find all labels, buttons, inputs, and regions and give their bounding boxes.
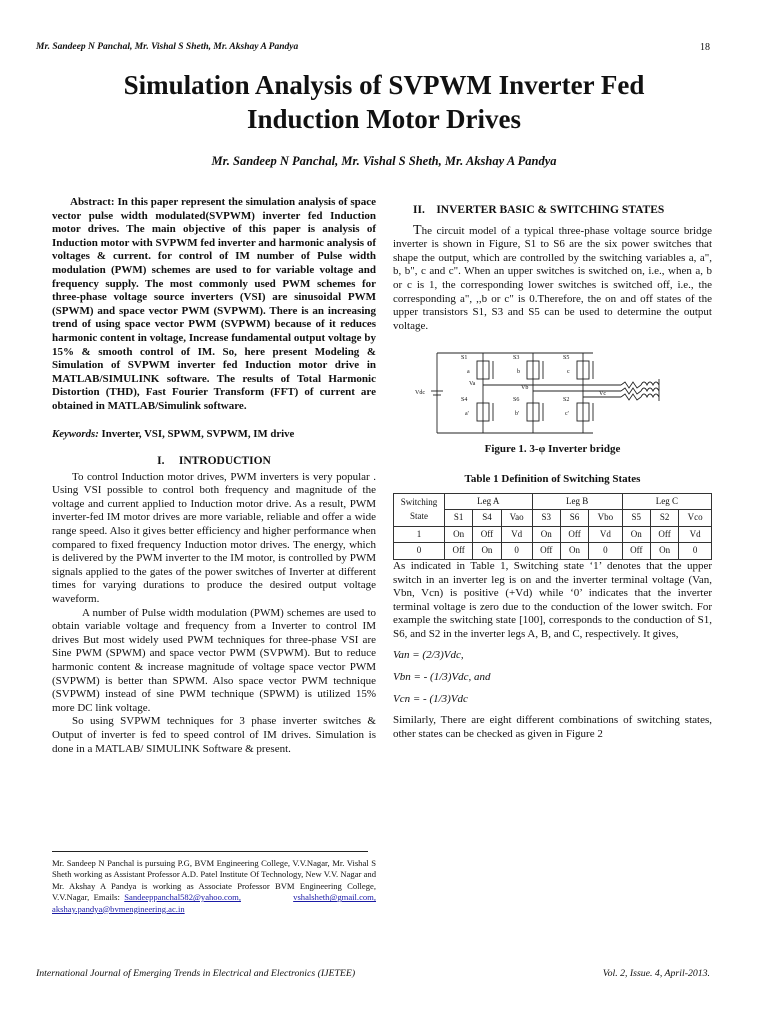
section-2-paragraph-3: Similarly, There are eight different combinations of switching states, other states can be checked as given in Figure 2	[393, 714, 712, 740]
abstract: Abstract: In this paper represent the simulation analysis of space vector pulse width modulated(SVPWM) inverter fed Induction motor drives. The main objective of this paper is analysis of Induction motor with SVPWM fed inverter and harmonic analysis of voltages & current. for control of IM number of Pulse width modulation (PWM) schemes are used to for variable voltage and frequency supply. The most commonly used PWM schemes for three-phase voltage source inverters (VSI) are sinusoidal PWM (SPWM) and space vector PWM (SVPWM). There is an increasing trend of using space vector PWM (SVPWM) because of it reduces harmonic content in voltage, Increase fundamental output voltage by 15% & smooth control of IM. So, here present Modeling & Simulation of SVPWM inverter fed Induction motor drive in MATLAB/SIMULINK software. The results of Total Harmonic Distortion (THD), Fast Fourier Transform (FFT) of current are obtained in MATLAB/Simulink software.	[52, 196, 376, 412]
table-header-cell: S5	[622, 510, 650, 527]
section-2-paragraph-2: As indicated in Table 1, Switching state ‘1’ denotes that the upper switch in an inverter leg is on and the inverter terminal voltage (Van, Vbn, Vcn) is positive (+Vd) while ‘0’ indicates that the inverter terminal voltage is zero due to the conduction of the lower switch. For example the switching state [100], corresponds to the conduction of S1, S6, and S2 in the inverter legs A, B, and C, respectively. It gives,	[393, 559, 712, 640]
title-line-1: Simulation Analysis of SVPWM Inverter Fed	[123, 70, 645, 100]
table-cell: Vd	[679, 526, 712, 543]
author-list: Mr. Sandeep N Panchal, Mr. Vishal S Sheth, Mr. Akshay A Pandya	[211, 154, 557, 168]
table-header-cell: S2	[650, 510, 678, 527]
intro-heading: I. INTRODUCTION	[157, 455, 271, 468]
table-cell: On	[445, 526, 473, 543]
email-link-1[interactable]: Sandeeppanchal582@yahoo.com,	[124, 892, 241, 903]
right-column	[393, 204, 712, 741]
email-link-2[interactable]: vshalsheth@gmail.com,	[293, 892, 377, 903]
table-cell: Off	[560, 526, 588, 543]
label-s1: S1	[461, 355, 468, 362]
keywords-text: Inverter, VSI, SPWM, SVPWM, IM drive	[101, 427, 295, 440]
table-cell: Vd	[501, 526, 532, 543]
table-cell: Off	[622, 543, 650, 560]
inverter-circuit-diagram	[393, 341, 712, 441]
table-cell: 0	[394, 543, 445, 560]
table-header-cell: Vco	[679, 510, 712, 527]
intro-paragraph-2: A number of Pulse width modulation (PWM) schemes are used to obtain variable voltage and frequency from a Inverter to control IM drives But most widely used PWM techniques for three-phase VSI are Sine PWM (SPWM) and space vector PWM (SVPWM). But to reduce harmonic content & increase magnitude of voltage space vector PWM (SVPWM) is better than SPWM. Also space vector PWM technique (SVPWM) instead of sine PWM technique (SPWM) is utilized 15% more DC link voltage.	[52, 606, 376, 714]
table-header-cell: S6	[560, 510, 588, 527]
table-leg-a: Leg A	[445, 493, 533, 510]
table-row	[394, 543, 712, 560]
table-cell: Vd	[589, 526, 622, 543]
label-va: Va	[469, 381, 476, 388]
page-number: 18	[700, 42, 710, 53]
table-cell: On	[622, 526, 650, 543]
label-vb: Vb	[521, 385, 529, 392]
inverter-bridge-figure	[393, 341, 712, 441]
table-1-caption: Table 1 Definition of Switching States	[464, 472, 641, 485]
table-header-cell: Vbo	[589, 510, 622, 527]
footer-journal-name: International Journal of Emerging Trends in Electrical and Electronics (IJETEE)	[36, 968, 356, 979]
label-b-prime: b'	[515, 411, 520, 418]
footer-volume-info: Vol. 2, Issue. 4, April-2013.	[602, 968, 710, 979]
title-line-2: Induction Motor Drives	[247, 104, 521, 134]
figure-1-caption: Figure 1. 3-φ Inverter bridge	[484, 443, 621, 456]
table-leg-c: Leg C	[622, 493, 711, 510]
table-cell: Off	[445, 543, 473, 560]
label-b: b	[517, 369, 520, 376]
equation-vcn: Vcn = - (1/3)Vdc	[393, 692, 468, 705]
table-cell: 0	[679, 543, 712, 560]
email-link-3[interactable]: akshay.pandya@bvmengineering.ac.in	[52, 903, 185, 914]
table-cell: 1	[394, 526, 445, 543]
label-a: a	[467, 369, 470, 376]
label-s6: S6	[513, 397, 520, 404]
table-cell: Off	[650, 526, 678, 543]
label-s2: S2	[563, 397, 570, 404]
intro-paragraph-3: So using SVPWM techniques for 3 phase inverter switches & Output of inverter is fed to speed control of IM drives. Simulation is done in a MATLAB/ SIMULINK Software & present.	[52, 715, 376, 755]
table-header-cell: S1	[445, 510, 473, 527]
author-footnote	[52, 858, 376, 915]
table-cell: On	[473, 543, 501, 560]
label-a-prime: a'	[465, 411, 469, 418]
section-2-heading: II. INVERTER BASIC & SWITCHING STATES	[413, 204, 665, 216]
label-vc: Vc	[599, 391, 606, 398]
switching-states-table	[393, 493, 712, 560]
table-cell: Off	[532, 543, 560, 560]
label-s5: S5	[563, 355, 570, 362]
table-header-cell: Vao	[501, 510, 532, 527]
table-state-header: Switching State	[394, 493, 445, 526]
table-cell: 0	[501, 543, 532, 560]
label-c-prime: c'	[565, 411, 569, 418]
keywords	[52, 428, 376, 442]
table-row	[394, 526, 712, 543]
table-cell: Off	[473, 526, 501, 543]
table-header-cell: S4	[473, 510, 501, 527]
table-leg-b: Leg B	[532, 493, 622, 510]
label-s4: S4	[461, 397, 468, 404]
label-c: c	[567, 369, 570, 376]
label-vdc: Vdc	[415, 390, 425, 397]
footnote-divider	[52, 851, 368, 852]
table-cell: On	[532, 526, 560, 543]
running-header-authors: Mr. Sandeep N Panchal, Mr. Vishal S Sheth, Mr. Akshay A Pandya	[36, 42, 299, 52]
footnote-text: Mr. Sandeep N Panchal is pursuing P.G, BVM Engineering College, V.V.Nagar, Mr. Vishal S Sheth working as Assistant Professor A.D. Patel Institute Of Technology, New V.V. Nagar and Mr. Akshay A Pandya is working as Associate Professor BVM Engineering College, V.V.Nagar, Emails:	[52, 858, 376, 903]
keywords-label: Keywords:	[52, 427, 99, 440]
table-leg-header-row	[394, 493, 712, 510]
table-cell: 0	[589, 543, 622, 560]
left-column	[52, 196, 376, 756]
intro-paragraph-1: To control Induction motor drives, PWM inverters is very popular . Using VSI possible to control both frequency and magnitude of the voltage and current applied to Induction motor drive. As a result, PWM inverter-fed IM motor drives are more variable, reliable and offer a wide range speed. Also it gives better efficiency and higher performance when compared to fixed frequency Induction motor drives. The energy, which is delivered by the PWM inverter to the IM motor, is controlled by PWM signals applied to the gates of the power switches of Inverter at different times for varying durations to produce the desired output voltage waveform.	[52, 470, 376, 606]
equation-vbn: Vbn = - (1/3)Vdc, and	[393, 671, 491, 684]
table-header-cell: S3	[532, 510, 560, 527]
table-cell: On	[560, 543, 588, 560]
section-2-paragraph-1: The circuit model of a typical three-phase voltage source bridge inverter is shown in Figure, S1 to S6 are the six power switches that shape the output, which are controlled by the switching variables a, a", b, b", c and c". When an upper switches is switched on, i.e., when a, b or c is 1, the corresponding lower switches is switched off, i.e., the corresponding a", ,,b or c" is 0.Therefore, the on and off states of the upper transistors S1, S3 and S5 can be used to determine the output voltage.	[393, 222, 712, 332]
table-cell: On	[650, 543, 678, 560]
paper-title	[0, 68, 768, 136]
equation-van: Van = (2/3)Vdc,	[393, 649, 464, 662]
label-s3: S3	[513, 355, 520, 362]
